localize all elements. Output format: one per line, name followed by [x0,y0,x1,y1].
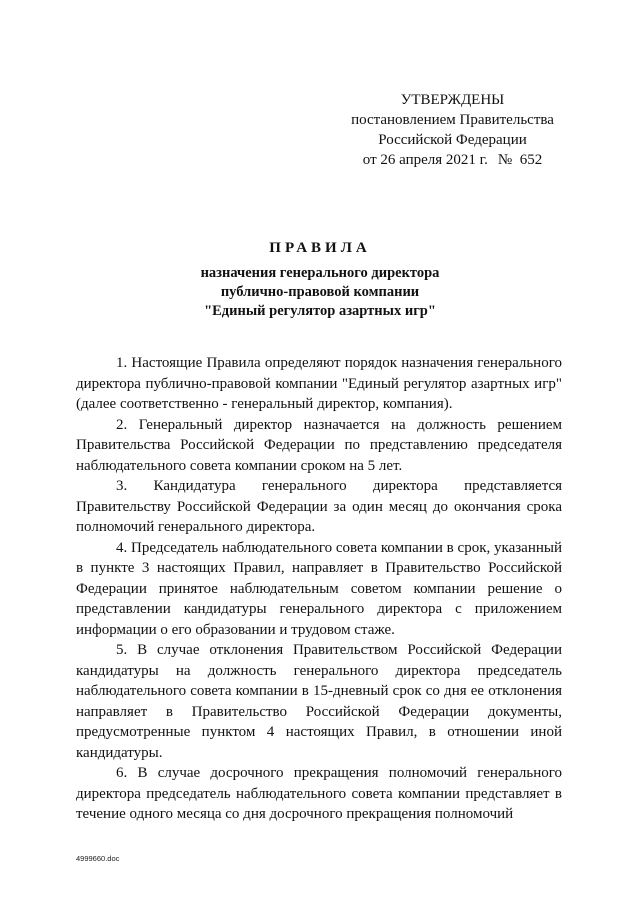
paragraph-4: 4. Председатель наблюдательного совета компании в срок, указанный в пункте 3 настоящих Правил, направляет в Правительство Российской Федерации принятое наблюдательным советом компании решение о представлении кандидатуры генерального директора с приложением информации о его образовании и трудовом стаже. [76,539,562,638]
paragraph-3: 3. Кандидатура генерального директора представляется Правительству Российской Федерации за один месяц до окончания срока полномочий генерального директора. [76,478,562,535]
file-name-footer: 4999660.doc [76,854,120,863]
approval-date: от 26 апреля 2021 г. [362,152,488,168]
paragraph-1: 1. Настоящие Правила определяют порядок назначения генерального директора публично-правовой компании "Единый регулятор азартных игр" (далее соответственно - генеральный директор, компания). [76,355,562,412]
document-title: ПРАВИЛА [269,240,371,256]
paragraph-2: 2. Генеральный директор назначается на должность решением Правительства Российской Федерации по представлению председателя наблюдательного совета компании сроком на 5 лет. [76,416,562,474]
approval-decree: постановлением Правительства [351,112,554,128]
document-subtitle [0,264,640,321]
subtitle-line-3: "Единый регулятор азартных игр" [204,303,436,319]
approval-number-sign: № [497,152,513,168]
subtitle-line-2: публично-правовой компании [220,284,420,300]
approval-block [340,90,565,170]
approval-date-number [340,150,565,170]
approval-number: 652 [519,152,543,168]
document-body [76,353,562,825]
paragraph-5: 5. В случае отклонения Правительством Российской Федерации кандидатуры на должность генерального директора председатель наблюдательного совета компании в 15-дневный срок со дня ее отклонения направляет в Правительство Российской Федерации документы, предусмотренные пунктом 4 настоящих Правил, в отношении иной кандидатуры. [76,642,562,761]
approval-heading: УТВЕРЖДЕНЫ [400,92,505,108]
subtitle-line-1: назначения генерального директора [200,265,440,281]
approval-government: Российской Федерации [378,132,527,148]
paragraph-6: 6. В случае досрочного прекращения полномочий генерального директора председатель наблюдательного совета компании представляет в течение одного месяца со дня досрочного прекращения полномочий [76,765,562,822]
